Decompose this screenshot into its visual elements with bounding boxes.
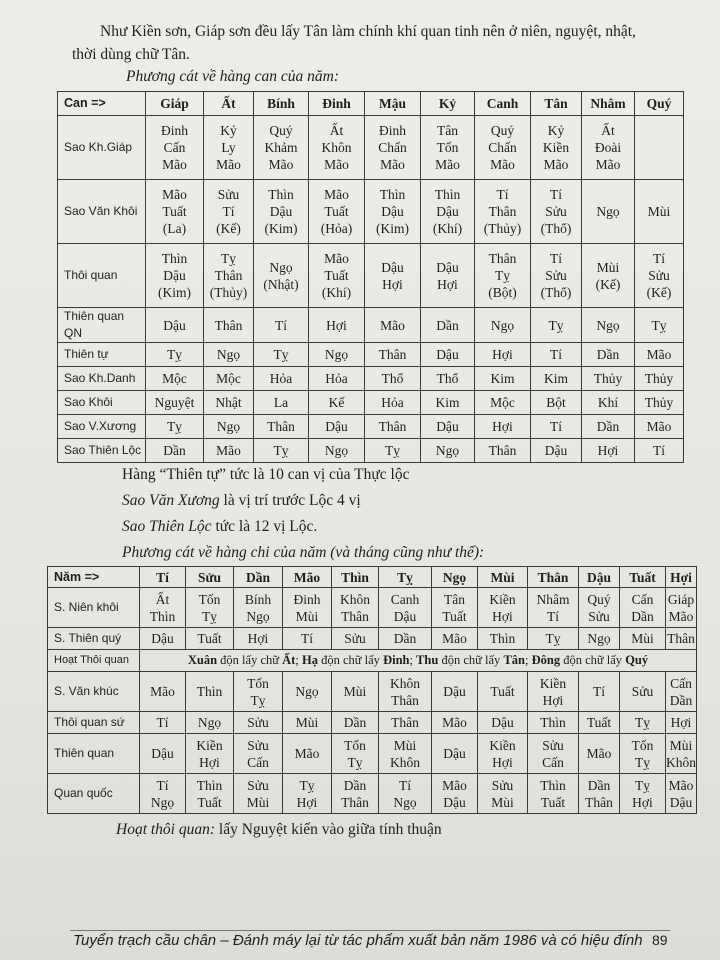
row-label: Quan quốc <box>48 774 140 814</box>
table-cell: Hỏa <box>365 391 421 415</box>
col-header: Sửu <box>186 567 234 588</box>
season-text: độn chữ lấy <box>560 653 626 667</box>
hoat-thoi-quan-cell <box>140 650 697 672</box>
table-cell: Ngọ (Nhật) <box>254 244 309 308</box>
table-cell: Ngọ <box>421 439 475 463</box>
table-cell: Tuất <box>478 672 528 712</box>
table-cell: Ất Thìn <box>140 588 186 628</box>
season-keyword: Xuân <box>187 653 218 667</box>
table-cell: Hỏa <box>309 367 365 391</box>
footer-divider <box>70 930 670 931</box>
note-thien-tu: Hàng “Thiên tự” tức là 10 can vị của Thực lộc <box>122 466 410 483</box>
table-cell: Tỵ Hợi <box>620 774 666 814</box>
table-cell: Sửu Mùi <box>478 774 528 814</box>
note-thien-loc-text: tức là 12 vị Lộc. <box>211 518 318 535</box>
table-cell: Mùi (Kế) <box>582 244 635 308</box>
table-cell: Mão Tuất (Hỏa) <box>309 180 365 244</box>
chi-table-corner: Năm => <box>48 567 140 588</box>
row-label: Hoạt Thôi quan <box>48 650 140 672</box>
note-hoat-thoi-quan <box>116 818 442 841</box>
col-header: Đinh <box>309 92 365 116</box>
table-cell: Tân Tốn Mão <box>421 116 475 180</box>
table-cell: Tỵ <box>528 628 579 650</box>
table-cell: Bính Ngọ <box>234 588 283 628</box>
table-cell: Mão <box>579 734 620 774</box>
table-cell: Tí Sửu (Thổ) <box>531 244 582 308</box>
table-cell: Thân <box>365 343 421 367</box>
table-cell: Mộc <box>146 367 204 391</box>
table-cell: Dậu <box>478 712 528 734</box>
table-cell: Dần Thân <box>579 774 620 814</box>
table-cell: Tỵ <box>254 343 309 367</box>
row-label: Sao Kh.Giáp <box>58 116 146 180</box>
table-row <box>58 343 684 367</box>
table-cell: Dậu <box>432 734 478 774</box>
col-header: Dậu <box>579 567 620 588</box>
note-thien-loc <box>122 515 317 538</box>
page-footer: Tuyển trạch cầu chân – Đánh máy lại từ tác phẩm xuất bản năm 1986 và có hiệu đính <box>73 932 643 949</box>
table-cell: Thìn Dậu (Kim) <box>365 180 421 244</box>
table-cell: Mão <box>365 308 421 343</box>
table-cell: Thân <box>365 415 421 439</box>
row-label: Thôi quan sứ <box>48 712 140 734</box>
table-cell: Ngọ <box>204 343 254 367</box>
table-cell: Thổ <box>421 367 475 391</box>
table-cell: Ngọ <box>309 439 365 463</box>
season-keyword: Tân <box>503 653 525 667</box>
table-cell: Mão <box>140 672 186 712</box>
table-cell: Sửu <box>620 672 666 712</box>
table-cell: Tốn Tỵ <box>620 734 666 774</box>
table-cell: Khôn Thân <box>379 672 432 712</box>
table-cell: Hỏa <box>254 367 309 391</box>
table-cell: Mùi <box>332 672 379 712</box>
row-label: Thiên quan QN <box>58 308 146 343</box>
season-keyword: Đinh <box>383 653 410 667</box>
table-cell: Dậu <box>140 734 186 774</box>
table-row <box>58 415 684 439</box>
chi-table <box>47 566 697 814</box>
table-cell: Thìn Dậu (Kim) <box>254 180 309 244</box>
col-header: Kỷ <box>421 92 475 116</box>
season-text: ; <box>295 653 302 667</box>
table-cell: Quý Khảm Mão <box>254 116 309 180</box>
col-header: Bính <box>254 92 309 116</box>
table-cell: Sửu <box>234 712 283 734</box>
table-cell: Ngọ <box>582 180 635 244</box>
note-hoat-thoi-quan-italic: Hoạt thôi quan: <box>116 821 216 838</box>
table-cell: Tí Ngọ <box>140 774 186 814</box>
table-cell: Sửu Cấn <box>528 734 579 774</box>
table-cell: Dậu <box>421 415 475 439</box>
table-cell: Kiền Hợi <box>478 734 528 774</box>
season-text: độn chữ lấy <box>317 653 384 667</box>
table-cell: Tỵ <box>620 712 666 734</box>
table-cell: Ngọ <box>309 343 365 367</box>
table-cell: Thìn <box>186 672 234 712</box>
table-cell: Tỵ Thân (Thủy) <box>204 244 254 308</box>
table-cell: Tuất <box>579 712 620 734</box>
table-cell: Sửu Cấn <box>234 734 283 774</box>
table-cell: Đinh Chấn Mão <box>365 116 421 180</box>
table-cell: Tỵ <box>635 308 684 343</box>
table-cell: Thìn Dậu (Khí) <box>421 180 475 244</box>
col-header: Tí <box>140 567 186 588</box>
row-label: Sao Văn Khôi <box>58 180 146 244</box>
table-cell: Giáp Mão <box>666 588 697 628</box>
table-cell: Dậu Hợi <box>421 244 475 308</box>
table-cell: Tân Tuất <box>432 588 478 628</box>
table-cell: Tỵ <box>365 439 421 463</box>
table-cell: Thân <box>666 628 697 650</box>
table-cell: Ất Khôn Mão <box>309 116 365 180</box>
table-cell: Tỵ <box>146 343 204 367</box>
table-cell: Thìn <box>478 628 528 650</box>
table-cell: Thân Tỵ (Bột) <box>475 244 531 308</box>
table-row <box>48 712 697 734</box>
table-cell: Dần <box>332 712 379 734</box>
table-cell: Tí <box>254 308 309 343</box>
table-cell: Tí <box>531 343 582 367</box>
table-row <box>58 244 684 308</box>
table-cell: Đinh Cấn Mão <box>146 116 204 180</box>
table-cell: Mùi Khôn <box>379 734 432 774</box>
row-label: Sao Khôi <box>58 391 146 415</box>
table-cell: Kim <box>475 367 531 391</box>
heading-chi-table: Phương cát về hàng chi của năm (và tháng cũng như thế): <box>122 544 485 561</box>
table-cell: Tí Sửu (Thổ) <box>531 180 582 244</box>
table-cell: Thìn Tuất <box>528 774 579 814</box>
table-cell: Hợi <box>234 628 283 650</box>
table-cell: Thủy <box>635 367 684 391</box>
table-cell: Tí <box>579 672 620 712</box>
col-header: Tuất <box>620 567 666 588</box>
intro-paragraph: Như Kiền sơn, Giáp sơn đều lấy Tân làm chính khí quan tinh nên ở niên, nguyệt, nhật, thời dùng chữ Tân. <box>72 23 636 63</box>
col-header: Mùi <box>478 567 528 588</box>
table-cell <box>635 116 684 180</box>
table-cell: Kim <box>421 391 475 415</box>
table-row-hoat-thoi-quan <box>48 650 697 672</box>
col-header: Dần <box>234 567 283 588</box>
table-cell: Mão Tuất (La) <box>146 180 204 244</box>
col-header: Tỵ <box>379 567 432 588</box>
table-cell: Khôn Thân <box>332 588 379 628</box>
table-cell: Dậu <box>146 308 204 343</box>
table-cell: Mộc <box>204 367 254 391</box>
table-cell: Dậu <box>531 439 582 463</box>
col-header: Tân <box>531 92 582 116</box>
table-cell: Tốn Tỵ <box>186 588 234 628</box>
table-cell: Mão <box>432 712 478 734</box>
row-label: S. Niên khôi <box>48 588 140 628</box>
table-cell: Ngọ <box>582 308 635 343</box>
table-row <box>48 734 697 774</box>
row-label: Sao V.Xương <box>58 415 146 439</box>
table-cell: Mộc <box>475 391 531 415</box>
season-text: ; <box>524 653 532 667</box>
season-text: độn lấy chữ <box>217 653 283 667</box>
table-cell: Tỵ Hợi <box>283 774 332 814</box>
table-cell: Dần Thân <box>332 774 379 814</box>
table-cell: Thủy <box>582 367 635 391</box>
table-cell: Hợi <box>309 308 365 343</box>
note-thien-loc-italic: Sao Thiên Lộc <box>122 518 212 535</box>
table-cell: Mùi <box>620 628 666 650</box>
table-cell: Kiền Hợi <box>528 672 579 712</box>
table-cell: Thủy <box>635 391 684 415</box>
table-cell: Mão <box>283 734 332 774</box>
row-label: Thôi quan <box>58 244 146 308</box>
season-text: độn chữ lấy <box>438 653 504 667</box>
col-header: Nhâm <box>582 92 635 116</box>
col-header: Thân <box>528 567 579 588</box>
col-header: Mậu <box>365 92 421 116</box>
table-row <box>48 672 697 712</box>
season-keyword: Quý <box>625 653 649 667</box>
table-cell: Tí <box>283 628 332 650</box>
table-cell: Kỷ Kiền Mão <box>531 116 582 180</box>
table-cell: Dậu <box>140 628 186 650</box>
table-row <box>48 774 697 814</box>
table-cell: Dậu <box>421 343 475 367</box>
table-cell: Mão <box>204 439 254 463</box>
col-header: Canh <box>475 92 531 116</box>
table-cell: Kiền Hợi <box>478 588 528 628</box>
table-row <box>58 180 684 244</box>
table-cell: Tí <box>531 415 582 439</box>
can-table <box>57 91 684 463</box>
row-label: S. Văn khúc <box>48 672 140 712</box>
table-cell: Quý Sửu <box>579 588 620 628</box>
table-cell: Mão Dậu <box>432 774 478 814</box>
table-cell: Dậu Hợi <box>365 244 421 308</box>
table-cell: Sửu Mùi <box>234 774 283 814</box>
table-row <box>58 116 684 180</box>
season-keyword: Hạ <box>301 653 318 667</box>
season-keyword: Đông <box>531 653 561 667</box>
table-cell: Hợi <box>475 415 531 439</box>
table-cell: Nhật <box>204 391 254 415</box>
table-cell: Dần <box>582 415 635 439</box>
table-cell: Thân <box>254 415 309 439</box>
table-cell: Tốn Tỵ <box>332 734 379 774</box>
row-label: S. Thiên quý <box>48 628 140 650</box>
table-cell: Nhâm Tí <box>528 588 579 628</box>
table-row <box>58 391 684 415</box>
table-cell: Quý Chấn Mão <box>475 116 531 180</box>
page-number: 89 <box>652 932 668 948</box>
note-van-xuong-text: là vị trí trước Lộc 4 vị <box>219 492 361 509</box>
table-row <box>48 628 697 650</box>
season-keyword: Thu <box>416 653 439 667</box>
table-cell: Ngọ <box>204 415 254 439</box>
table-cell: Nguyệt <box>146 391 204 415</box>
row-label: Sao Kh.Danh <box>58 367 146 391</box>
table-cell: Ngọ <box>579 628 620 650</box>
table-cell: Khí <box>582 391 635 415</box>
table-cell: Mão <box>635 415 684 439</box>
col-header: Ngọ <box>432 567 478 588</box>
table-cell: Tí <box>140 712 186 734</box>
table-row <box>58 308 684 343</box>
table-cell: Kiền Hợi <box>186 734 234 774</box>
table-row <box>58 367 684 391</box>
col-header: Giáp <box>146 92 204 116</box>
table-cell: La <box>254 391 309 415</box>
table-cell: Ngọ <box>475 308 531 343</box>
table-cell: Ngọ <box>186 712 234 734</box>
table-cell: Dần <box>421 308 475 343</box>
col-header: Quý <box>635 92 684 116</box>
table-cell: Dần <box>146 439 204 463</box>
table-cell: Thìn Dậu (Kim) <box>146 244 204 308</box>
season-keyword: Ất <box>282 653 296 667</box>
table-cell: Hợi <box>666 712 697 734</box>
row-label: Sao Thiên Lộc <box>58 439 146 463</box>
table-cell: Tí Ngọ <box>379 774 432 814</box>
table-cell: Mão Dậu <box>666 774 697 814</box>
table-cell: Kế <box>309 391 365 415</box>
table-cell: Hợi <box>475 343 531 367</box>
col-header: Thìn <box>332 567 379 588</box>
table-cell: Cấn Dần <box>666 672 697 712</box>
table-cell: Mão <box>635 343 684 367</box>
table-cell: Mão <box>432 628 478 650</box>
table-cell: Bột <box>531 391 582 415</box>
can-table-header <box>58 92 684 116</box>
table-cell: Mùi <box>635 180 684 244</box>
col-header: Hợi <box>666 567 697 588</box>
table-cell: Tí Thân (Thủy) <box>475 180 531 244</box>
table-cell: Tỵ <box>531 308 582 343</box>
table-cell: Kỷ Ly Mão <box>204 116 254 180</box>
col-header: Ất <box>204 92 254 116</box>
table-cell: Dần <box>379 628 432 650</box>
table-cell: Thìn <box>528 712 579 734</box>
table-cell: Mùi <box>283 712 332 734</box>
can-table-corner: Can => <box>58 92 146 116</box>
heading-can-table: Phương cát về hàng can của năm: <box>126 68 340 85</box>
table-cell: Sửu <box>332 628 379 650</box>
table-cell: Dậu <box>432 672 478 712</box>
table-cell: Ất Đoài Mão <box>582 116 635 180</box>
table-cell: Thân <box>379 712 432 734</box>
chi-table-header <box>48 567 697 588</box>
table-cell: Ngọ <box>283 672 332 712</box>
table-cell: Tuất <box>186 628 234 650</box>
table-cell: Dần <box>582 343 635 367</box>
note-van-xuong <box>122 489 361 512</box>
table-cell: Cấn Dần <box>620 588 666 628</box>
table-cell: Tí <box>635 439 684 463</box>
table-cell: Tốn Tỵ <box>234 672 283 712</box>
season-text: ; <box>409 653 417 667</box>
table-cell: Kim <box>531 367 582 391</box>
table-cell: Tí Sửu (Kế) <box>635 244 684 308</box>
table-cell: Tỵ <box>146 415 204 439</box>
table-cell: Đinh Mùi <box>283 588 332 628</box>
table-cell: Thìn Tuất <box>186 774 234 814</box>
table-row <box>58 439 684 463</box>
table-cell: Mùi Khôn <box>666 734 697 774</box>
row-label: Thiên tự <box>58 343 146 367</box>
note-hoat-thoi-quan-text: lấy Nguyệt kiến vào giữa tính thuận <box>215 821 442 838</box>
table-cell: Thân <box>475 439 531 463</box>
table-row <box>48 588 697 628</box>
table-cell: Dậu <box>309 415 365 439</box>
row-label: Thiên quan <box>48 734 140 774</box>
col-header: Mão <box>283 567 332 588</box>
table-cell: Mão Tuất (Khí) <box>309 244 365 308</box>
table-cell: Hợi <box>582 439 635 463</box>
table-cell: Thổ <box>365 367 421 391</box>
note-van-xuong-italic: Sao Văn Xương <box>122 492 220 509</box>
table-cell: Thân <box>204 308 254 343</box>
table-cell: Tỵ <box>254 439 309 463</box>
table-cell: Sửu Tí (Kế) <box>204 180 254 244</box>
table-cell: Canh Dậu <box>379 588 432 628</box>
